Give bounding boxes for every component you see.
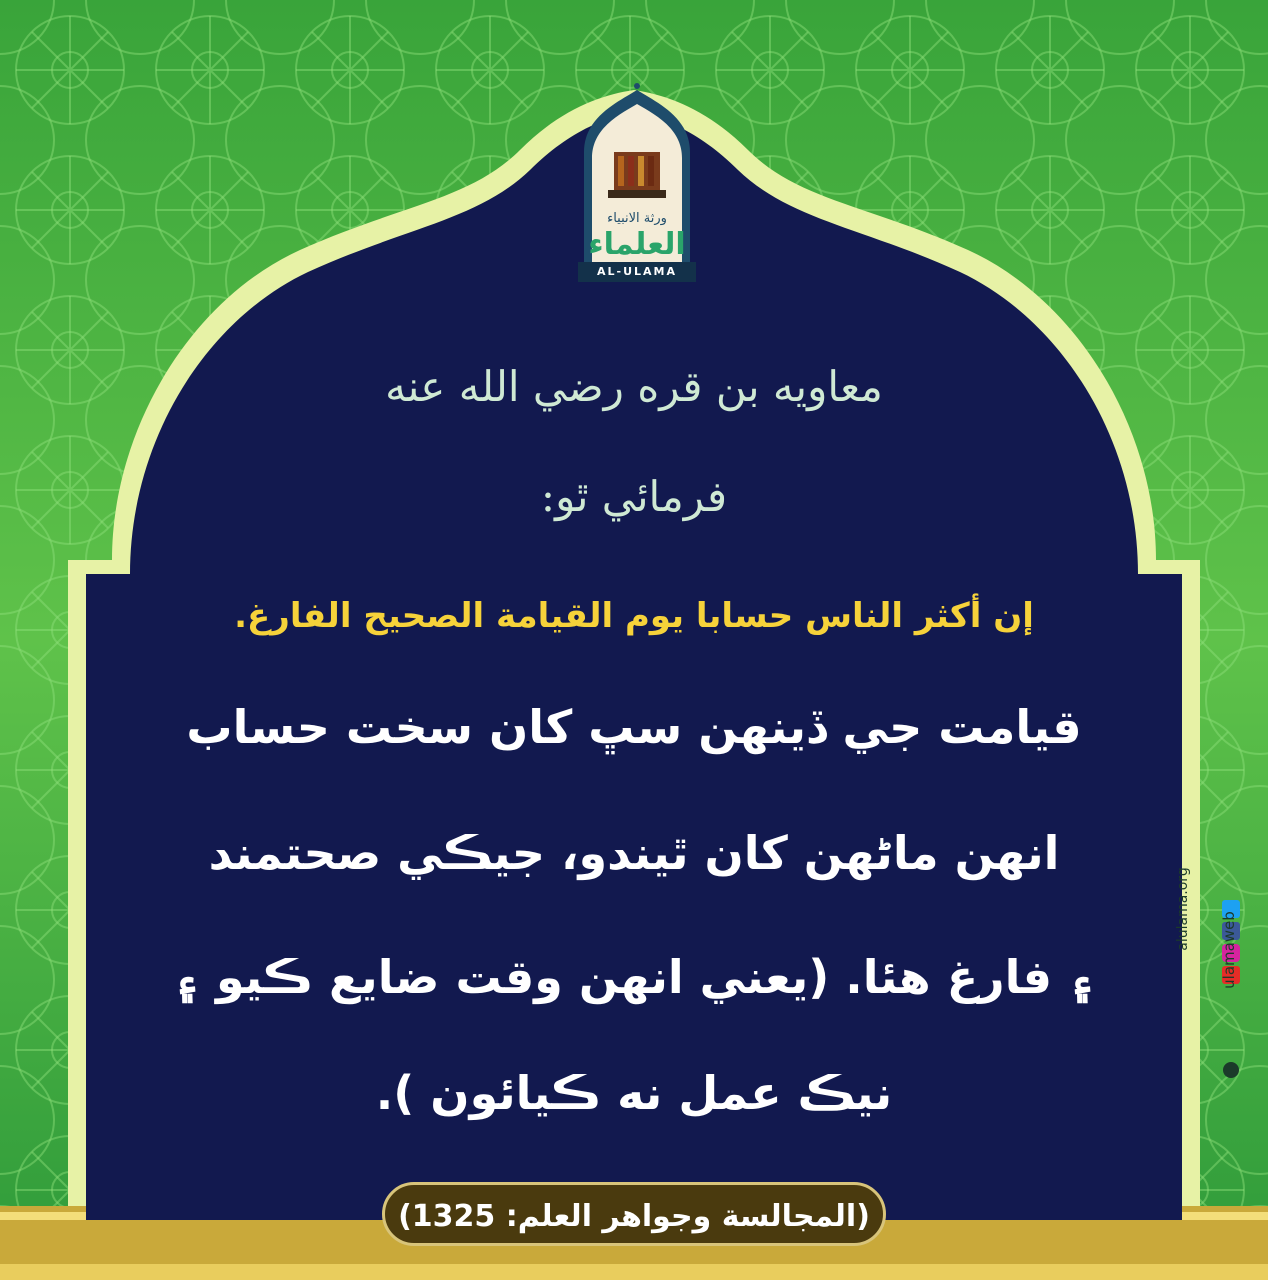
translation-line-4: نيڪ عمل نه ڪيائون ). bbox=[375, 1066, 893, 1120]
translation-line-3: ۽ فارغ هئا. (يعني انهن وقت ضايع ڪيو ۽ bbox=[173, 950, 1095, 1004]
logo-banner: AL-ULAMA bbox=[578, 262, 696, 282]
website-url: alulama.org bbox=[1175, 867, 1191, 951]
arabic-quote: إن أكثر الناس حسابا يوم القيامة الصحيح الفارغ. bbox=[234, 596, 1034, 636]
al-ulama-logo bbox=[578, 82, 696, 282]
social-handle: ulamaweb bbox=[1220, 911, 1238, 989]
attribution-line-2: فرمائي ٿو: bbox=[540, 472, 728, 521]
reference-badge: (المجالسة وجواهر العلم: 1325) bbox=[382, 1182, 886, 1246]
svg-text:العلماء: العلماء bbox=[588, 227, 686, 262]
translation-line-2: انهن ماڻهن کان ٿيندو، جيڪي صحتمند bbox=[208, 826, 1060, 880]
translation-line-1: قيامت جي ڏينهن سڀ کان سخت حساب bbox=[186, 700, 1082, 754]
svg-text:ورثة الانبياء: ورثة الانبياء bbox=[607, 211, 667, 226]
attribution-line-1: معاويه بن قره رضي الله عنه bbox=[385, 362, 883, 411]
